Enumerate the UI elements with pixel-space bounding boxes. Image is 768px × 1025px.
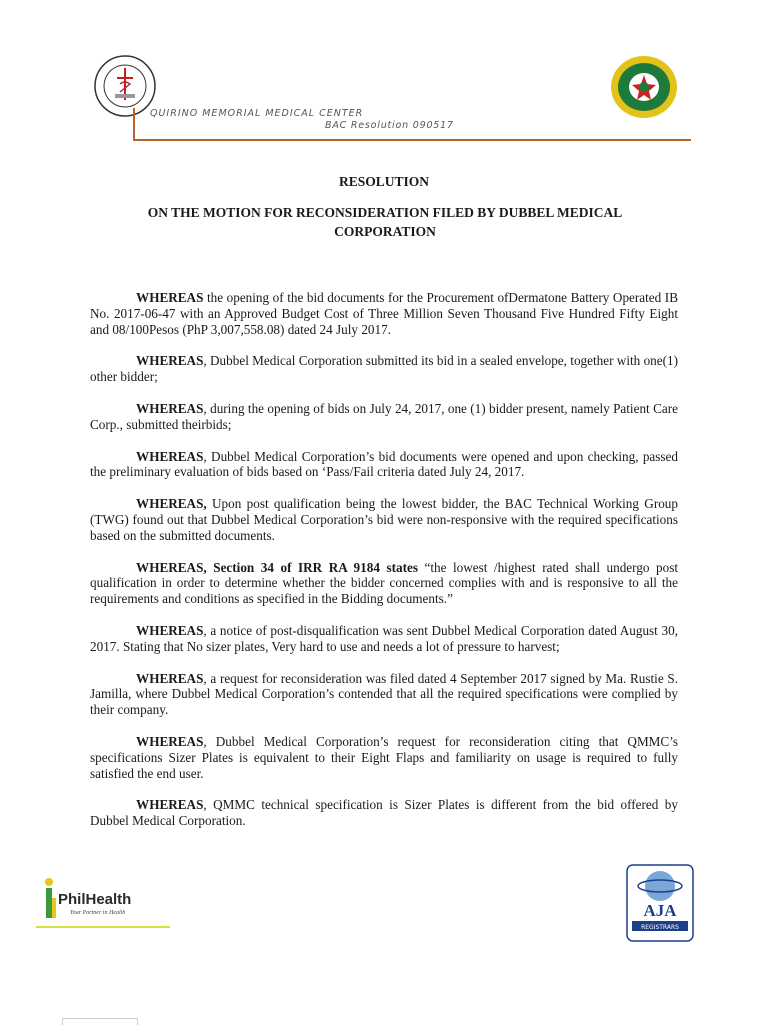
- whereas-text: , during the opening of bids on July 24, 2017, one (1) bidder present, namely Patient Care Corp., submitted theirbids;: [90, 400, 678, 432]
- whereas-text: , a request for reconsideration was filed dated 4 September 2017 signed by Ma. Rustie S. Jamilla, where Dubbel Medical Corporation’s contended that all the required specifications were complied by their company.: [90, 670, 678, 718]
- whereas-text: “the lowest /highest rated shall undergo post qualification in order to determine whether the bidder concerned complies with and is responsive to all the requirements and conditions as specified in the Bidding documents.”: [90, 559, 678, 607]
- whereas-text: , a notice of post-disqualification was sent Dubbel Medical Corporation dated August 30, 2017. Stating that No sizer plates, Very hard to use and needs a lot of pressure to harvest;: [90, 622, 678, 654]
- whereas-text: , Dubbel Medical Corporation submitted its bid in a sealed envelope, together with one(1) other bidder;: [90, 353, 678, 385]
- resolution-title: RESOLUTION: [338, 174, 430, 189]
- whereas-paragraph-8: [90, 671, 678, 718]
- whereas-text: , Dubbel Medical Corporation’s request for reconsideration citing that QMMC’s specifications Sizer Plates is equivalent to their Eight Flaps and familiarity on usage is required to fully satisfied the end user.: [90, 733, 678, 781]
- whereas-paragraph-7: [90, 623, 678, 655]
- whereas-lead: WHEREAS: [136, 448, 204, 464]
- whereas-paragraph-3: [90, 401, 678, 433]
- department-of-health-seal-icon: [609, 54, 679, 120]
- whereas-lead: WHEREAS: [136, 733, 204, 749]
- aja-brand: AJA: [643, 901, 677, 920]
- institution-name: QUIRINO MEMORIAL MEDICAL CENTER: [150, 108, 364, 119]
- resolution-body: [90, 290, 678, 845]
- whereas-lead: WHEREAS: [136, 353, 204, 369]
- aja-sub: REGISTRARS: [641, 924, 679, 931]
- whereas-paragraph-5: [90, 496, 678, 543]
- aja-registrars-logo-icon: [626, 864, 694, 942]
- whereas-paragraph-10: [90, 797, 678, 829]
- whereas-lead: WHEREAS: [136, 622, 204, 638]
- whereas-lead: WHEREAS,: [136, 496, 207, 512]
- resolution-subtitle: ON THE MOTION FOR RECONSIDERATION FILED BY DUBBEL MEDICAL CORPORATION: [147, 205, 623, 239]
- whereas-lead: WHEREAS: [136, 797, 204, 813]
- whereas-paragraph-6: [90, 560, 678, 607]
- whereas-lead: WHEREAS, Section 34 of IRR RA 9184 states: [136, 559, 418, 575]
- quirino-memorial-seal-icon: [93, 54, 157, 118]
- whereas-text: Upon post qualification being the lowest bidder, the BAC Technical Working Group (TWG) found out that Dubbel Medical Corporation’s bid were non-responsive with the required specifications based on the submitted documents.: [90, 496, 678, 543]
- whereas-text: , QMMC technical specification is Sizer Plates is different from the bid offered by Dubbel Medical Corporation.: [90, 797, 678, 829]
- philhealth-brand: PhilHealth: [58, 891, 132, 908]
- letterhead: [0, 0, 768, 150]
- whereas-lead: WHEREAS: [136, 670, 204, 686]
- whereas-text: the opening of the bid documents for the Procurement ofDermatone Battery Operated IB No. 2017-06-47 with an Approved Budget Cost of Three Million Seven Thousand Five Hundred Fifty Eight and 08/100Pesos (PhP 3,007,558.08) dated 24 July 2017.: [90, 290, 678, 337]
- whereas-text: , Dubbel Medical Corporation’s bid documents were opened and upon checking, passed the preliminary evaluation of bids based on ‘Pass/Fail criteria dated July 24, 2017.: [90, 448, 678, 480]
- header-rule-hook: [133, 108, 135, 141]
- whereas-lead: WHEREAS: [136, 290, 204, 305]
- whereas-paragraph-2: [90, 353, 678, 385]
- header-rule: [133, 139, 691, 141]
- philhealth-tagline: Your Partner in Health: [70, 910, 126, 916]
- whereas-paragraph-9: [90, 734, 678, 781]
- whereas-paragraph-1: [90, 290, 678, 337]
- resolution-reference: BAC Resolution 090517: [325, 120, 454, 131]
- whereas-paragraph-4: [90, 449, 678, 481]
- whereas-lead: WHEREAS: [136, 400, 204, 416]
- philhealth-logo-icon: [36, 874, 170, 930]
